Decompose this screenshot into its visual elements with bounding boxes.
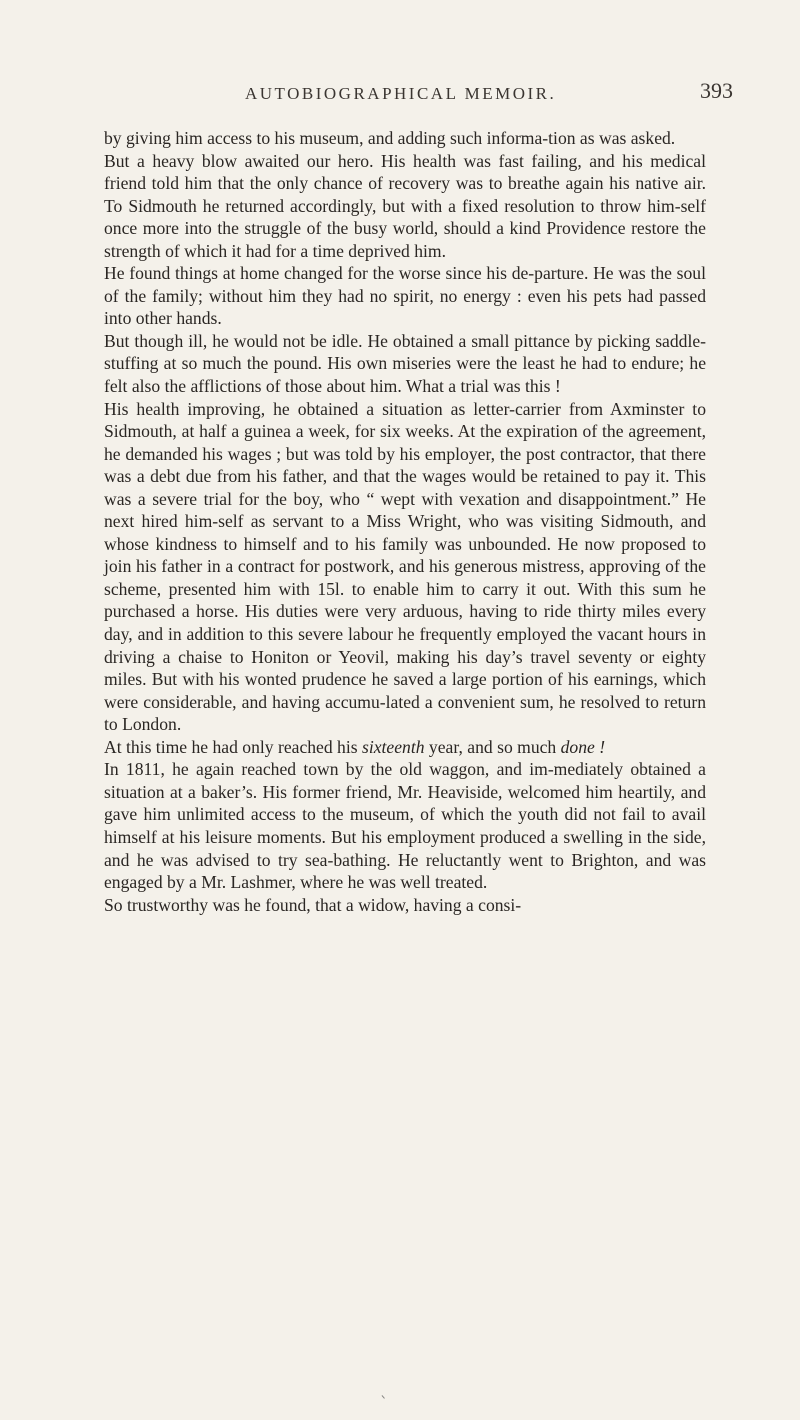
paragraph-3: He found things at home changed for the worse since his de-parture. He was the soul of the family; without him they had no spirit, no energy : even his pets had passed into other hands. bbox=[104, 263, 706, 329]
paragraph-6-emphasis-sixteenth: sixteenth bbox=[361, 736, 425, 757]
paragraph-2: But a heavy blow awaited our hero. His health was fast failing, and his medical friend told him that the only chance of recovery was to breathe again his native air. To Sidmouth he returned accordingly, but with a fixed resolution to throw him-self once more into the struggle of the busy world, should a kind Providence restore the strength of which it had for a time deprived him. bbox=[104, 150, 706, 261]
paragraph-6-text-a: At this time he had only reached his bbox=[104, 736, 362, 757]
paragraph-6-emphasis-done: done ! bbox=[560, 736, 606, 757]
paragraph-6-text-b: year, and so much bbox=[424, 736, 561, 757]
paragraph-7: In 1811, he again reached town by the old waggon, and im-mediately obtained a situation at a baker’s. His former friend, Mr. Heaviside, welcomed him heartily, and gave him unlimited access to the museum, of which the youth did not fail to avail himself at his leisure moments. But his employment produced a swelling in the side, and he was advised to try sea-bathing. He reluctantly went to Brighton, and was engaged by a Mr. Lashmer, where he was well treated. bbox=[104, 759, 706, 893]
running-head-title: AUTOBIOGRAPHICAL MEMOIR. bbox=[245, 84, 557, 103]
paragraph-5: His health improving, he obtained a situation as letter-carrier from Axminster to Sidmouth, at half a guinea a week, for six weeks. At the expiration of the agreement, he demanded his wages ; but was told by his employer, the post contractor, that there was a debt due from his father, and that the wages would be retained to pay it. This was a severe trial for the boy, who “ wept with vexation and disappointment.” He next hired him-self as servant to a Miss Wright, who was visiting Sidmouth, and whose kindness to himself and to his family was unbounded. He now proposed to join his father in a contract for postwork, and his generous mistress, approving of the scheme, presented him with 15l. to enable him to carry it out. With this sum he purchased a horse. His duties were very arduous, having to ride thirty miles every day, and in addition to this severe labour he frequently employed the vacant hours in driving a chaise to Honiton or Yeovil, making his day’s travel seventy or eighty miles. But with his wonted prudence he saved a large portion of his earnings, which were considerable, and having accumu-lated a convenient sum, he resolved to return to London. bbox=[104, 398, 706, 735]
paragraph-1: by giving him access to his museum, and adding such informa-tion as was asked. bbox=[104, 128, 676, 148]
paragraph-6 bbox=[104, 736, 706, 759]
printer-mark bbox=[382, 1391, 390, 1399]
paragraph-8: So trustworthy was he found, that a widow, having a consi- bbox=[104, 894, 522, 915]
paragraph-4: But though ill, he would not be idle. He obtained a small pittance by picking saddle-stuffing at so much the pound. His own miseries were the least he had to endure; he felt also the afflictions of those about him. What a trial was this ! bbox=[104, 330, 706, 397]
page-number: 393 bbox=[700, 78, 733, 103]
body-text bbox=[104, 127, 706, 916]
